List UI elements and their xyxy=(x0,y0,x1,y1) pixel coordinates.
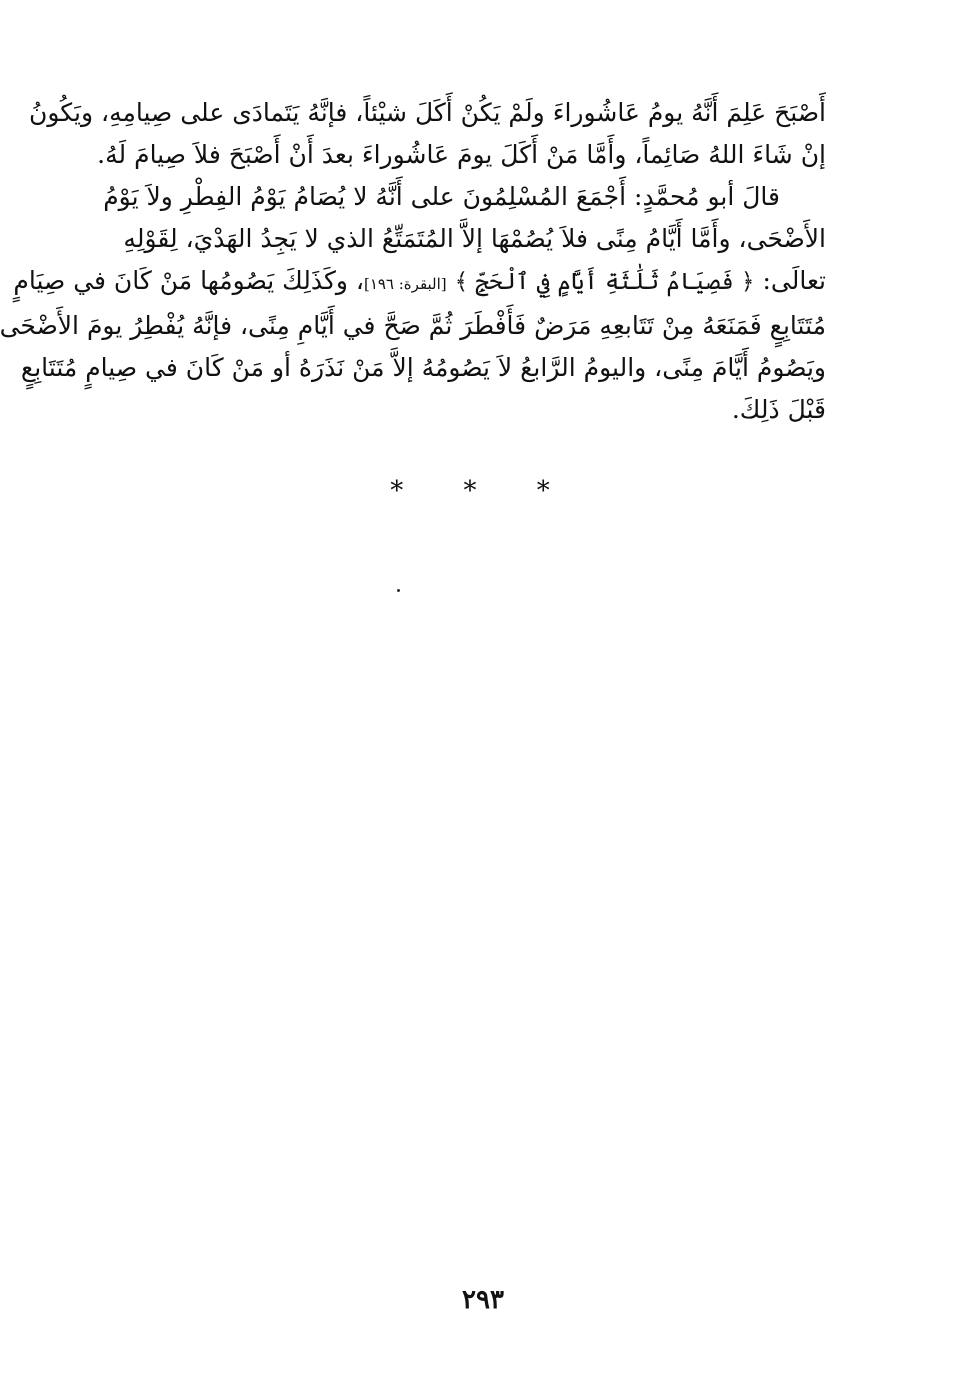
text-fragment: ، وكَذَلِكَ يَصُومُها مَنْ كَانَ في صِيَامٍ xyxy=(13,266,364,295)
verse-citation: [البقرة: ١٩٦] xyxy=(363,275,447,293)
paragraph-ashura xyxy=(28,92,826,176)
quran-verse: ﴿ فَصِيَامُ ثَلَٰثَةِ أَيَّامٍ فِي ٱلْحَجِّ ﴾ xyxy=(454,269,755,295)
paragraph-eid-fasting xyxy=(0,176,826,431)
section-separator: * * * xyxy=(390,476,576,506)
text-line: ويَصُومُ أَيَّامَ مِنًى، واليومُ الرَّابعُ لاَ يَصُومُهُ إلاَّ مَنْ نَذَرَهُ أو مَنْ كَانَ في صِيامٍ مُتَتَابِعٍ xyxy=(20,353,826,382)
text-fragment: تعالَى: xyxy=(762,266,826,295)
text-line: الأَضْحَى، وأَمَّا أَيَّامُ مِنًى فلاَ يُصُمْهَا إلاَّ المُتَمَتِّعُ الذي لا يَجِدُ الهَدْيَ، لِقَوْلِهِ xyxy=(123,224,826,253)
text-line: قَبْلَ ذَلِكَ. xyxy=(731,395,826,424)
text-line-with-quran xyxy=(13,260,826,305)
text-line: مُتَتَابِعٍ فَمَنَعَهُ مِنْ تَتَابعِهِ مَرَضٌ فَأَفْطَرَ ثُمَّ صَحَّ في أَيَّامِ مِنًى، فإنَّهُ يُفْطِرُ يومَ الأَضْحَى xyxy=(0,311,826,340)
text-line: أَصْبَحَ عَلِمَ أَنَّهُ يومُ عَاشُوراءَ ولَمْ يَكُنْ أَكَلَ شيْئاً، فإنَّهُ يَتَمادَى على صِيامِهِ، ويَكُونُ xyxy=(28,98,826,127)
ink-speck xyxy=(397,589,400,592)
text-line: إنْ شَاءَ اللهُ صَائِماً، وأَمَّا مَنْ أَكَلَ يومَ عَاشُوراءَ بعدَ أَنْ أَصْبَحَ فلاَ صِيامَ لَهُ. xyxy=(97,140,826,169)
text-line: قالَ أبو مُحمَّدٍ: أَجْمَعَ المُسْلِمُونَ على أَنَّهُ لا يُصَامُ يَوْمُ الفِطْرِ ولاَ يَوْمُ xyxy=(103,182,780,211)
main-text xyxy=(0,92,826,431)
page-number: ٢٩٣ xyxy=(462,1285,504,1315)
